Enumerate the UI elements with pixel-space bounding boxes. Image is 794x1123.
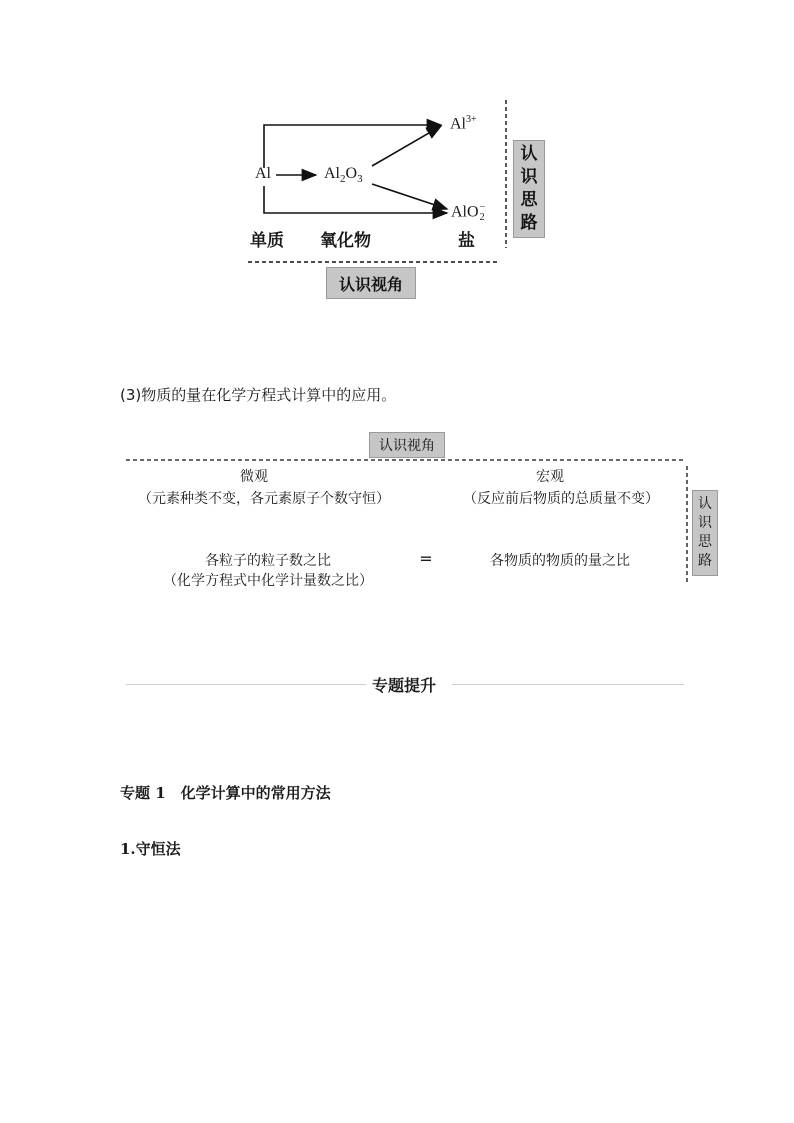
al3-base: Al bbox=[450, 115, 466, 133]
category-salt: 盐 bbox=[458, 231, 475, 251]
side-char: 识 bbox=[698, 515, 712, 532]
category-element: 单质 bbox=[250, 231, 284, 251]
side-char: 识 bbox=[520, 167, 538, 188]
side-label-thinking-2 bbox=[692, 490, 718, 576]
macro-title: 宏观 bbox=[536, 469, 564, 485]
alo2-base: AlO bbox=[451, 203, 479, 221]
macro-subtitle: （反应前后物质的总质量不变） bbox=[463, 491, 659, 507]
node-al: Al bbox=[255, 165, 271, 182]
particle-ratio: 各粒子的粒子数之比 bbox=[205, 553, 331, 569]
section-rule-left bbox=[126, 684, 366, 685]
equals-sign: = bbox=[419, 549, 433, 568]
alo2-charge: − bbox=[479, 202, 486, 213]
bottom-label-perspective: 认识视角 bbox=[326, 267, 416, 299]
side-char: 思 bbox=[698, 534, 712, 550]
al2o3-sub-3: 3 bbox=[357, 173, 363, 186]
side-char: 路 bbox=[520, 212, 538, 233]
side-char: 路 bbox=[698, 552, 712, 569]
al3-charge: 3+ bbox=[466, 114, 477, 125]
category-oxide: 氧化物 bbox=[320, 231, 371, 251]
alo2-sub-2: 2 bbox=[479, 212, 485, 223]
side-char: 思 bbox=[520, 190, 538, 210]
micro-title: 微观 bbox=[240, 469, 268, 485]
topic-heading: 专题 1 化学计算中的常用方法 bbox=[120, 784, 331, 802]
topic-subheading: 1.守恒法 bbox=[120, 840, 181, 858]
micro-subtitle: （元素种类不变，各元素原子个数守恒） bbox=[138, 491, 390, 507]
side-char: 认 bbox=[698, 496, 712, 513]
section-rule-right bbox=[452, 684, 684, 685]
al2o3-sub-2: 2 bbox=[340, 173, 346, 186]
section-title: 专题提升 bbox=[372, 676, 437, 695]
coefficient-ratio-note: （化学方程式中化学计量数之比） bbox=[163, 573, 373, 589]
amount-ratio: 各物质的物质的量之比 bbox=[490, 553, 630, 569]
al2o3-o: O bbox=[345, 165, 358, 182]
paragraph-item-3: (3)物质的量在化学方程式计算中的应用。 bbox=[120, 386, 397, 404]
al2o3-al: Al bbox=[324, 165, 340, 182]
side-char: 认 bbox=[520, 144, 538, 165]
top-label-perspective: 认识视角 bbox=[369, 432, 445, 458]
